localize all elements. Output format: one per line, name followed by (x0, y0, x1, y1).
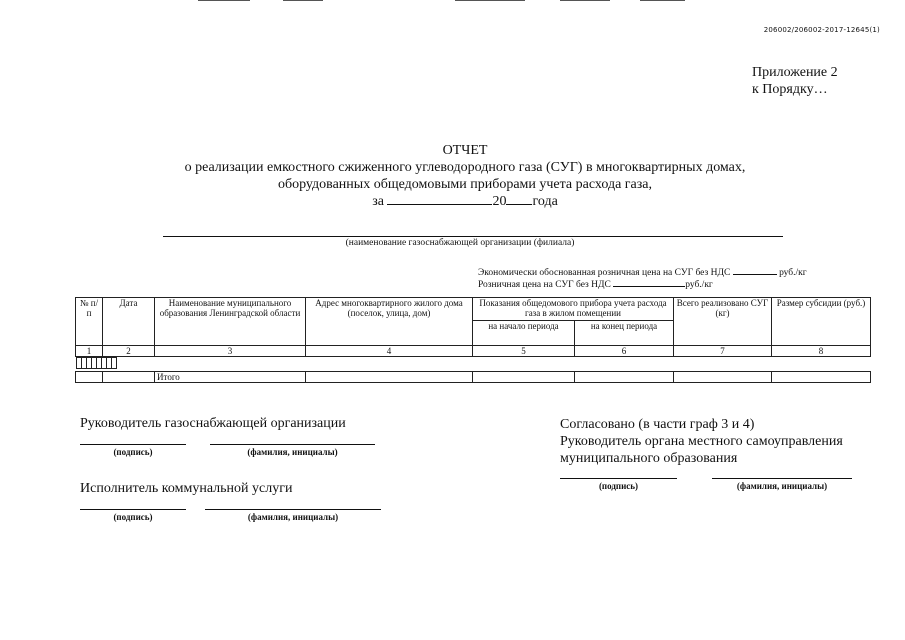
approval-signature-field[interactable] (560, 478, 677, 479)
table-cell[interactable] (111, 358, 116, 369)
economic-price-field[interactable] (733, 265, 777, 275)
document-id: 206002/206002-2017-12645(1) (763, 26, 880, 34)
column-number: 7 (674, 346, 772, 357)
table-cell[interactable] (473, 372, 575, 383)
scan-artifact (455, 0, 525, 1)
report-heading: ОТЧЕТ (442, 143, 488, 158)
column-number: 4 (306, 346, 473, 357)
retail-price-row (478, 277, 713, 291)
signature-caption: (подпись) (113, 447, 153, 457)
period-month-field[interactable] (387, 193, 492, 205)
table-row (76, 357, 117, 369)
header-date: Дата (103, 298, 155, 346)
table-cell[interactable] (674, 372, 772, 383)
column-number: 5 (473, 346, 575, 357)
column-number: 1 (76, 346, 103, 357)
approval-name-field[interactable] (712, 478, 852, 479)
header-subsidy: Размер субсидии (руб.) (772, 298, 871, 346)
report-period (150, 193, 780, 210)
approval-line-2: Руководитель органа местного самоуправления (560, 434, 843, 449)
appendix-line-1: Приложение 2 (752, 65, 838, 80)
economic-price-label: Экономически обоснованная розничная цена на СУГ без НДС (478, 268, 731, 278)
header-meter-start: на начало периода (473, 321, 575, 346)
table-cell[interactable] (772, 372, 871, 383)
report-table (75, 297, 871, 383)
column-number-row (76, 346, 871, 357)
scan-artifact (283, 0, 323, 1)
executor-name-field[interactable] (205, 509, 381, 510)
column-number: 8 (772, 346, 871, 357)
retail-price-field[interactable] (613, 277, 685, 287)
name-caption: (фамилия, инициалы) (247, 512, 339, 522)
period-year-prefix: 20 (492, 194, 507, 209)
approval-line-3: муниципального образования (560, 451, 738, 466)
approval-block (560, 416, 843, 467)
economic-price-unit: руб./кг (779, 268, 807, 278)
total-label: Итого (155, 372, 306, 383)
period-prefix: за (372, 194, 384, 209)
retail-price-label: Розничная цена на СУГ без НДС (478, 280, 611, 290)
appendix-line-2: к Порядку… (752, 82, 828, 97)
report-title-line-1: о реализации емкостного сжиженного углеводородного газа (СУГ) в многоквартирных домах, (184, 160, 746, 175)
scan-artifact (560, 0, 610, 1)
retail-price-unit: руб./кг (685, 280, 713, 290)
column-number: 6 (575, 346, 674, 357)
period-suffix: года (532, 194, 558, 209)
table-cell[interactable] (103, 372, 155, 383)
period-year-field[interactable] (506, 193, 532, 205)
header-meter-end: на конец периода (575, 321, 674, 346)
column-number: 2 (103, 346, 155, 357)
head-name-field[interactable] (210, 444, 375, 445)
organization-caption: (наименование газоснабжающей организации (филиала) (345, 238, 575, 248)
header-total-sold: Всего реализовано СУГ (кг) (674, 298, 772, 346)
table-cell[interactable] (575, 372, 674, 383)
report-title-block (150, 142, 780, 210)
approval-line-1: Согласовано (в части граф 3 и 4) (560, 417, 755, 432)
organization-name-field[interactable] (163, 236, 783, 237)
table-cell[interactable] (76, 372, 103, 383)
name-caption: (фамилия, инициалы) (736, 481, 828, 491)
header-num: № п/п (76, 298, 103, 346)
scan-artifact (640, 0, 685, 1)
head-signature-field[interactable] (80, 444, 186, 445)
appendix-note (752, 64, 838, 98)
name-caption: (фамилия, инициалы) (247, 447, 338, 457)
signature-caption: (подпись) (113, 512, 153, 522)
head-of-supplier-title: Руководитель газоснабжающей организации (80, 416, 346, 431)
scan-artifact (198, 0, 250, 1)
table-cell[interactable] (306, 372, 473, 383)
executor-signature-field[interactable] (80, 509, 186, 510)
report-title-line-2: оборудованных общедомовыми приборами учета расхода газа, (277, 177, 652, 192)
total-row (76, 372, 871, 383)
header-municipality: Наименование муниципального образования Ленинградской области (155, 298, 306, 346)
column-number: 3 (155, 346, 306, 357)
signature-caption: (подпись) (598, 481, 639, 491)
header-meter-group: Показания общедомового прибора учета расхода газа в жилом помещении (473, 298, 674, 321)
utility-executor-title: Исполнитель коммунальной услуги (80, 481, 293, 496)
header-address: Адрес многоквартирного жилого дома (поселок, улица, дом) (306, 298, 473, 346)
